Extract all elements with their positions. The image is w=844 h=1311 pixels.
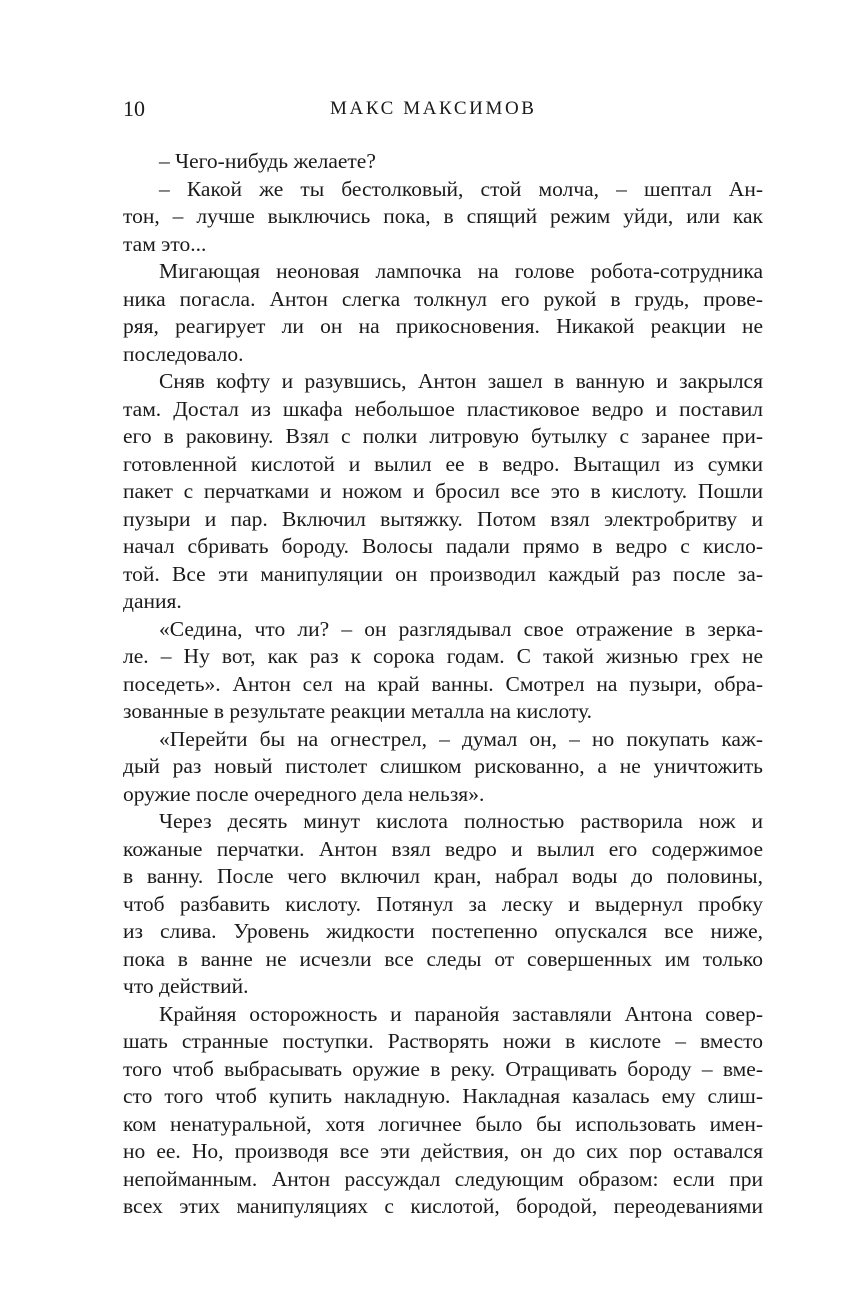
text-line: пакет с перчатками и ножом и бросил все это в кислоту. Пошли — [123, 479, 763, 503]
text-line: чтоб разбавить кислоту. Потянул за леску и выдернул пробку — [123, 891, 763, 916]
text-line: пока в ванне не исчезли все следы от совершенных им только — [123, 946, 763, 971]
page-number: 10 — [123, 96, 145, 121]
text-line: Крайняя осторожность и паранойя заставляли Антона совер- — [159, 1001, 763, 1026]
text-line: «Седина, что ли? – он разглядывал свое отражение в зерка- — [159, 616, 763, 641]
text-line: зованные в результате реакции металла на кислоту. — [123, 699, 593, 723]
text-line: кожаные перчатки. Антон взял ведро и вылил его содержимое — [123, 836, 763, 861]
text-line: тон, – лучше выключись пока, в спящий режим уйди, или как — [123, 204, 763, 228]
text-line: непойманным. Антон рассуждал следующим образом: если при — [123, 1166, 763, 1191]
text-line: того чтоб выбрасывать оружие в реку. Отращивать бороду – вме- — [123, 1056, 763, 1081]
text-line: там. Достал из шкафа небольшое пластиковое ведро и поставил — [123, 396, 763, 421]
text-line: Через десять минут кислота полностью растворила нож и — [159, 809, 763, 833]
text-line: – Чего-нибудь желаете? — [159, 149, 376, 173]
text-line: пузыри и пар. Включил вытяжку. Потом взял электробритву и — [123, 506, 763, 531]
text-line: оружие после очередного дела нельзя». — [123, 781, 485, 806]
text-line: но ее. Но, производя все эти действия, он до сих пор оставался — [123, 1139, 763, 1163]
body-text — [123, 148, 763, 1221]
text-line: «Перейти бы на огнестрел, – думал он, – но покупать каж- — [159, 726, 763, 751]
text-line: там это... — [123, 231, 207, 256]
text-line: – Какой же ты бестолковый, стой молча, – шептал Ан- — [159, 176, 763, 201]
text-line: начал сбривать бороду. Волосы падали прямо в ведро с кисло- — [123, 534, 763, 558]
text-line: ника погасла. Антон слегка толкнул его рукой в грудь, прове- — [123, 286, 763, 311]
text-line: поседеть». Антон сел на край ванны. Смотрел на пузыри, обра- — [123, 671, 763, 696]
text-line: дый раз новый пистолет слишком рискованно, а не уничтожить — [123, 754, 763, 778]
text-line: из слива. Уровень жидкости постепенно опускался все ниже, — [123, 919, 763, 943]
text-line: готовленной кислотой и вылил ее в ведро. Вытащил из сумки — [123, 451, 763, 476]
text-line: сто того чтоб купить накладную. Накладная казалась ему слиш- — [123, 1084, 763, 1108]
text-line: той. Все эти манипуляции он производил каждый раз после за- — [123, 561, 763, 586]
running-head: МАКС МАКСИМОВ — [330, 98, 537, 119]
text-line: в ванну. После чего включил кран, набрал воды до половины, — [123, 864, 763, 888]
text-line: дания. — [123, 589, 182, 613]
text-line: его в раковину. Взял с полки литровую бутылку с заранее при- — [123, 424, 763, 448]
text-line: шать странные поступки. Растворять ножи в кислоте – вместо — [123, 1029, 763, 1053]
text-line: ле. – Ну вот, как раз к сорока годам. С такой жизнью грех не — [123, 644, 763, 668]
text-line: ряя, реагирует ли он на прикосновения. Никакой реакции не — [123, 314, 763, 338]
text-line: Сняв кофту и разувшись, Антон зашел в ванную и закрылся — [159, 369, 763, 393]
text-line: что действий. — [123, 974, 249, 998]
text-line: всех этих манипуляциях с кислотой, бородой, переодеваниями — [123, 1194, 763, 1218]
text-line: ком ненатуральной, хотя логичнее было бы использовать имен- — [123, 1111, 763, 1136]
text-line: последовало. — [123, 341, 244, 366]
text-line: Мигающая неоновая лампочка на голове робота-сотрудника — [159, 259, 763, 283]
